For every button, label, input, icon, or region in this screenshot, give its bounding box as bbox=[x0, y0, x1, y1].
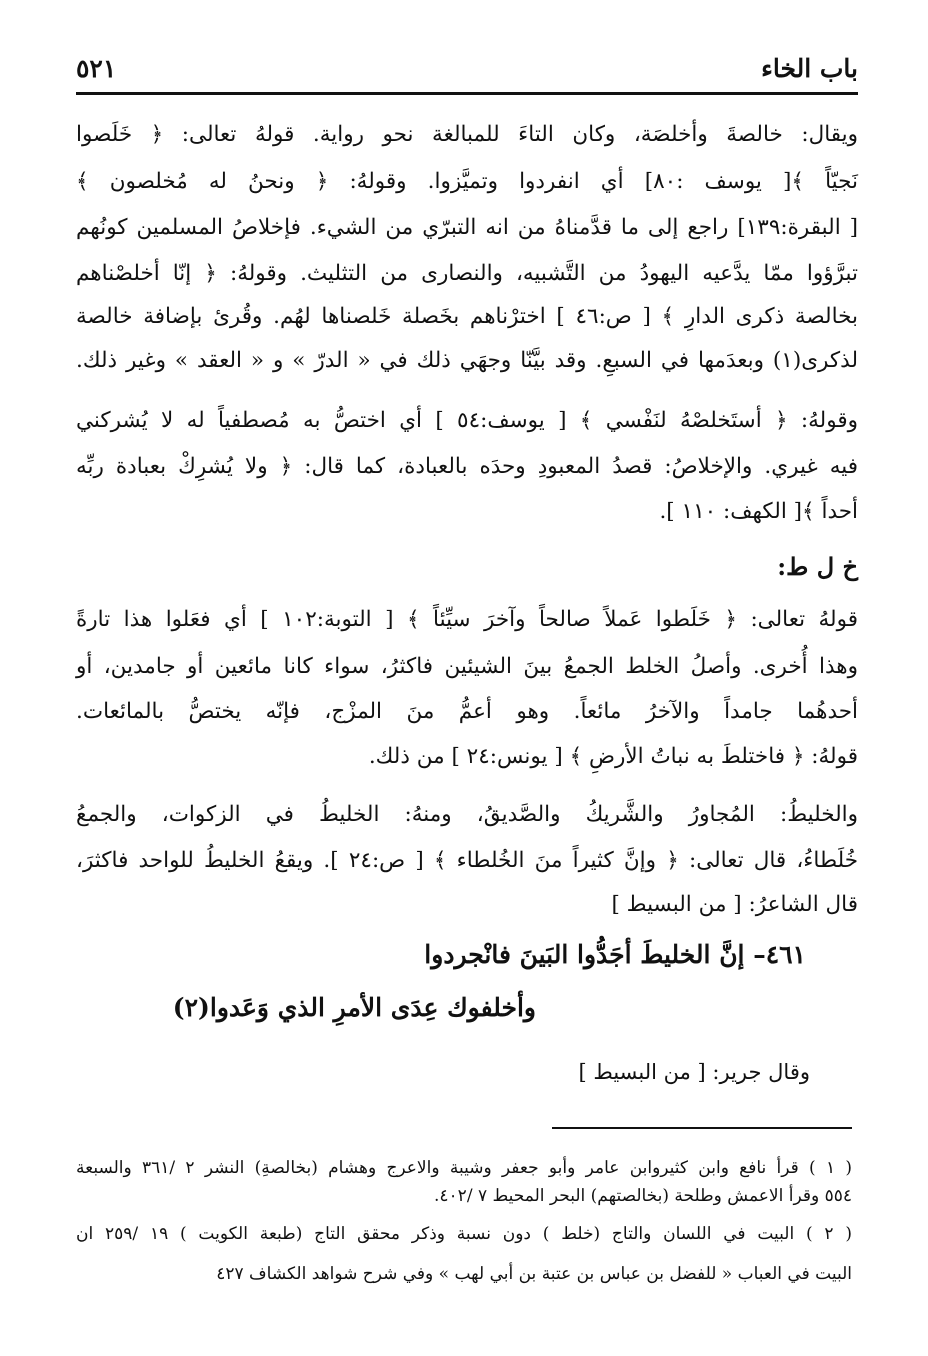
poetry-verse-second-hemistich: وأخلفوك عِدَى الأمرِ الذي وَعَدوا(٢) bbox=[172, 993, 536, 1022]
text-line: قولهُ: ﴿ فاختلطَ به نباتُ الأرضِ ﴾ [ يونس:٢٤ ] من ذلك. bbox=[368, 744, 858, 769]
text-line: قولهُ تعالى: ﴿ خَلَطوا عَملاً صالحاً وآخرَ سيِّئاً ﴾ [ التوبة:١٠٢ ] أي فعَلوا هذا تارةً bbox=[76, 607, 858, 632]
chapter-title: باب الخاء bbox=[761, 54, 858, 83]
footnote-line: ( ١ ) قرأ نافع وابن كثيروابن عامر وأبو جعفر وشيبة والاعرج وهشام (بخالصةِ) النشر ٢ /٣٦١ والسبعة bbox=[76, 1158, 852, 1178]
poetry-verse-first-hemistich: ٤٦١– إنَّ الخليطَ أجَدُّوا البَينَ فانْجردوا bbox=[424, 940, 806, 969]
text-line: فيه غيري. والإخلاصُ: قصدُ المعبودِ وحدَه بالعبادة، كما قال: ﴿ ولا يُشرِكْ بعبادة ربِّه bbox=[76, 454, 858, 479]
footnote-divider bbox=[552, 1127, 852, 1129]
text-line: نَجيّاً ﴾[ يوسف :٨٠] أي انفردوا وتميَّزوا. وقولهُ: ﴿ ونحنُ له مُخلصون ﴾ bbox=[76, 169, 858, 194]
page-number: ٥٢١ bbox=[76, 54, 117, 83]
entry-heading: خ ل ط: bbox=[777, 552, 858, 581]
next-verse-source: وقال جرير: [ من البسيط ] bbox=[578, 1060, 810, 1084]
text-line: أحدهُما جامداً والآخرُ مائعاً. وهو أعمُّ منَ المزْج، فإنّه يختصُّ بالمائعات. bbox=[76, 699, 858, 724]
text-line: وهذا أُخرى. وأصلُ الخلط الجمعُ بينَ الشيئين فاكثرُ، سواء كانا مائعين أو جامدين، أو bbox=[76, 654, 858, 679]
text-line: [ البقرة:١٣٩] راجع إلى ما قدَّمناهُ من انه التبرّي من الشيء. فإخلاصُ المسلمين كونُهم bbox=[76, 215, 858, 240]
text-line: لذكرى(١) وبعدَمها في السبعِ. وقد بيَّنّا وجهَي ذلك في « الدرّ » و « العقد » وغير ذلك. bbox=[76, 348, 858, 373]
page-header bbox=[76, 52, 858, 95]
footnote-line: ٥٥٤ وقرأ الاعمش وطلحة (بخالصتهم) البحر المحيط ٧ /٤٠٢. bbox=[434, 1186, 852, 1206]
footnote-line: البيت في العباب « للفضل بن عباس بن عتبة بن أبي لهب » وفي شرح شواهد الكشاف ٤٢٧ bbox=[216, 1264, 852, 1284]
text-line: أحداً ﴾[ الكهف: ١١٠ ]. bbox=[659, 499, 858, 524]
text-line: قال الشاعرُ: [ من البسيط ] bbox=[611, 892, 858, 917]
text-line: ويقال: خالصةَ وأخلصَة، وكان التاءَ للمبالغة نحو رواية. قولهُ تعالى: ﴿ خَلَصوا bbox=[76, 122, 858, 147]
text-line: بخالصة ذكرى الدارِ ﴾ [ ص:٤٦ ] اخترْناهم بخَصلة خَلصناها لهُم. وقُرئ بإضافة خالصة bbox=[76, 304, 859, 329]
text-line: خُلَطاءُ، قال تعالى: ﴿ وإنَّ كثيراً منَ الخُلطاء ﴾ [ ص:٢٤ ]. ويقعُ الخليطُ للواحد فاكثرَ، bbox=[76, 848, 858, 873]
text-line: والخليطُ: المُجاورُ والشَّريكُ والصَّديقُ، ومنهُ: الخليطُ في الزكوات، والجمعُ bbox=[76, 802, 858, 827]
text-line: تبرَّؤوا ممّا يدَّعيه اليهودُ من التَّشبيه، والنصارى من التثليث. وقولهُ: ﴿ إنّا أخلصْناهم bbox=[76, 261, 858, 286]
footnote-line: ( ٢ ) البيت في اللسان والتاج (خلط ) دون نسبة وذكر محقق التاج (طبعة الكويت ) ١٩ /٢٥٩ ان bbox=[76, 1224, 852, 1244]
text-line: وقولهُ: ﴿ أستَخلصْهُ لنَفْسي ﴾ [ يوسف:٥٤ ] أي اختصُّ به مُصطفياً له لا يُشركني bbox=[76, 408, 858, 433]
